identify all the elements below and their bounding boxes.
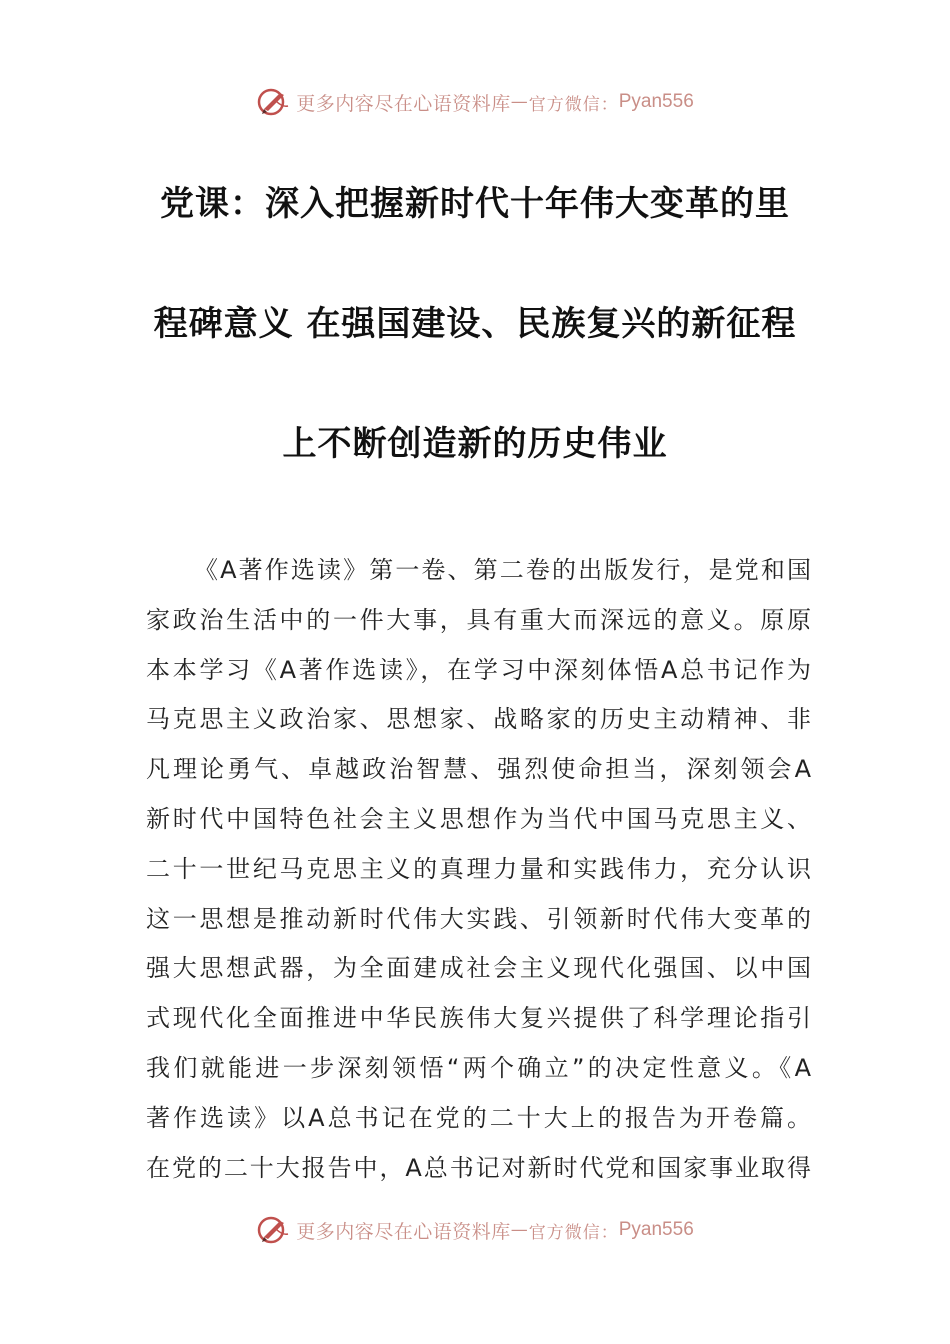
watermark-dash: — bbox=[510, 1220, 529, 1240]
document-title-line-3: 上不断创造新的历史伟业 bbox=[282, 424, 668, 464]
header-watermark bbox=[0, 84, 950, 120]
footer-watermark bbox=[0, 1212, 950, 1248]
pen-logo-icon bbox=[256, 87, 290, 117]
watermark-sub-text: 官方微信： bbox=[528, 94, 619, 115]
body-line: 著作选读》以A总书记在党的二十大上的报告为开卷篇。 bbox=[146, 1103, 811, 1132]
watermark-id: Pyan556 bbox=[618, 1219, 694, 1240]
watermark-dash: — bbox=[510, 92, 529, 112]
body-line: 《A著作选读》第一卷、第二卷的出版发行，是党和国 bbox=[194, 556, 811, 584]
body-line: 家政治生活中的一件大事，具有重大而深远的意义。原原 bbox=[146, 605, 811, 634]
body-line: 这一思想是推动新时代伟大实践、引领新时代伟大变革的 bbox=[146, 904, 811, 933]
body-line: 在党的二十大报告中，A总书记对新时代党和国家事业取得 bbox=[146, 1153, 811, 1182]
body-line: 二十一世纪马克思主义的真理力量和实践伟力，充分认识 bbox=[146, 854, 811, 883]
body-line: 马克思主义政治家、思想家、战略家的历史主动精神、非 bbox=[146, 705, 811, 734]
body-paragraph bbox=[146, 546, 811, 1193]
watermark-id: Pyan556 bbox=[618, 91, 694, 112]
document-title-line-2: 程碑意义 在强国建设、民族复兴的新征程 bbox=[153, 304, 797, 344]
document-title-line-1: 党课：深入把握新时代十年伟大变革的里 bbox=[160, 184, 790, 224]
body-line: 我们就能进一步深刻领悟“两个确立”的决定性意义。《A bbox=[146, 1053, 811, 1082]
pen-logo-icon bbox=[256, 1215, 290, 1245]
body-line: 凡理论勇气、卓越政治智慧、强烈使命担当，深刻领会A bbox=[146, 755, 811, 784]
watermark-main-text: 更多内容尽在心语资料库 bbox=[296, 92, 511, 115]
watermark-sub-text: 官方微信： bbox=[528, 1222, 619, 1243]
body-line: 本本学习《A著作选读》，在学习中深刻体悟A总书记作为 bbox=[146, 655, 811, 684]
body-line: 强大思想武器，为全面建成社会主义现代化强国、以中国 bbox=[146, 954, 811, 983]
body-line: 式现代化全面推进中华民族伟大复兴提供了科学理论指引 bbox=[146, 1004, 811, 1033]
body-line: 新时代中国特色社会主义思想作为当代中国马克思主义、 bbox=[146, 804, 811, 833]
watermark-main-text: 更多内容尽在心语资料库 bbox=[296, 1220, 511, 1243]
